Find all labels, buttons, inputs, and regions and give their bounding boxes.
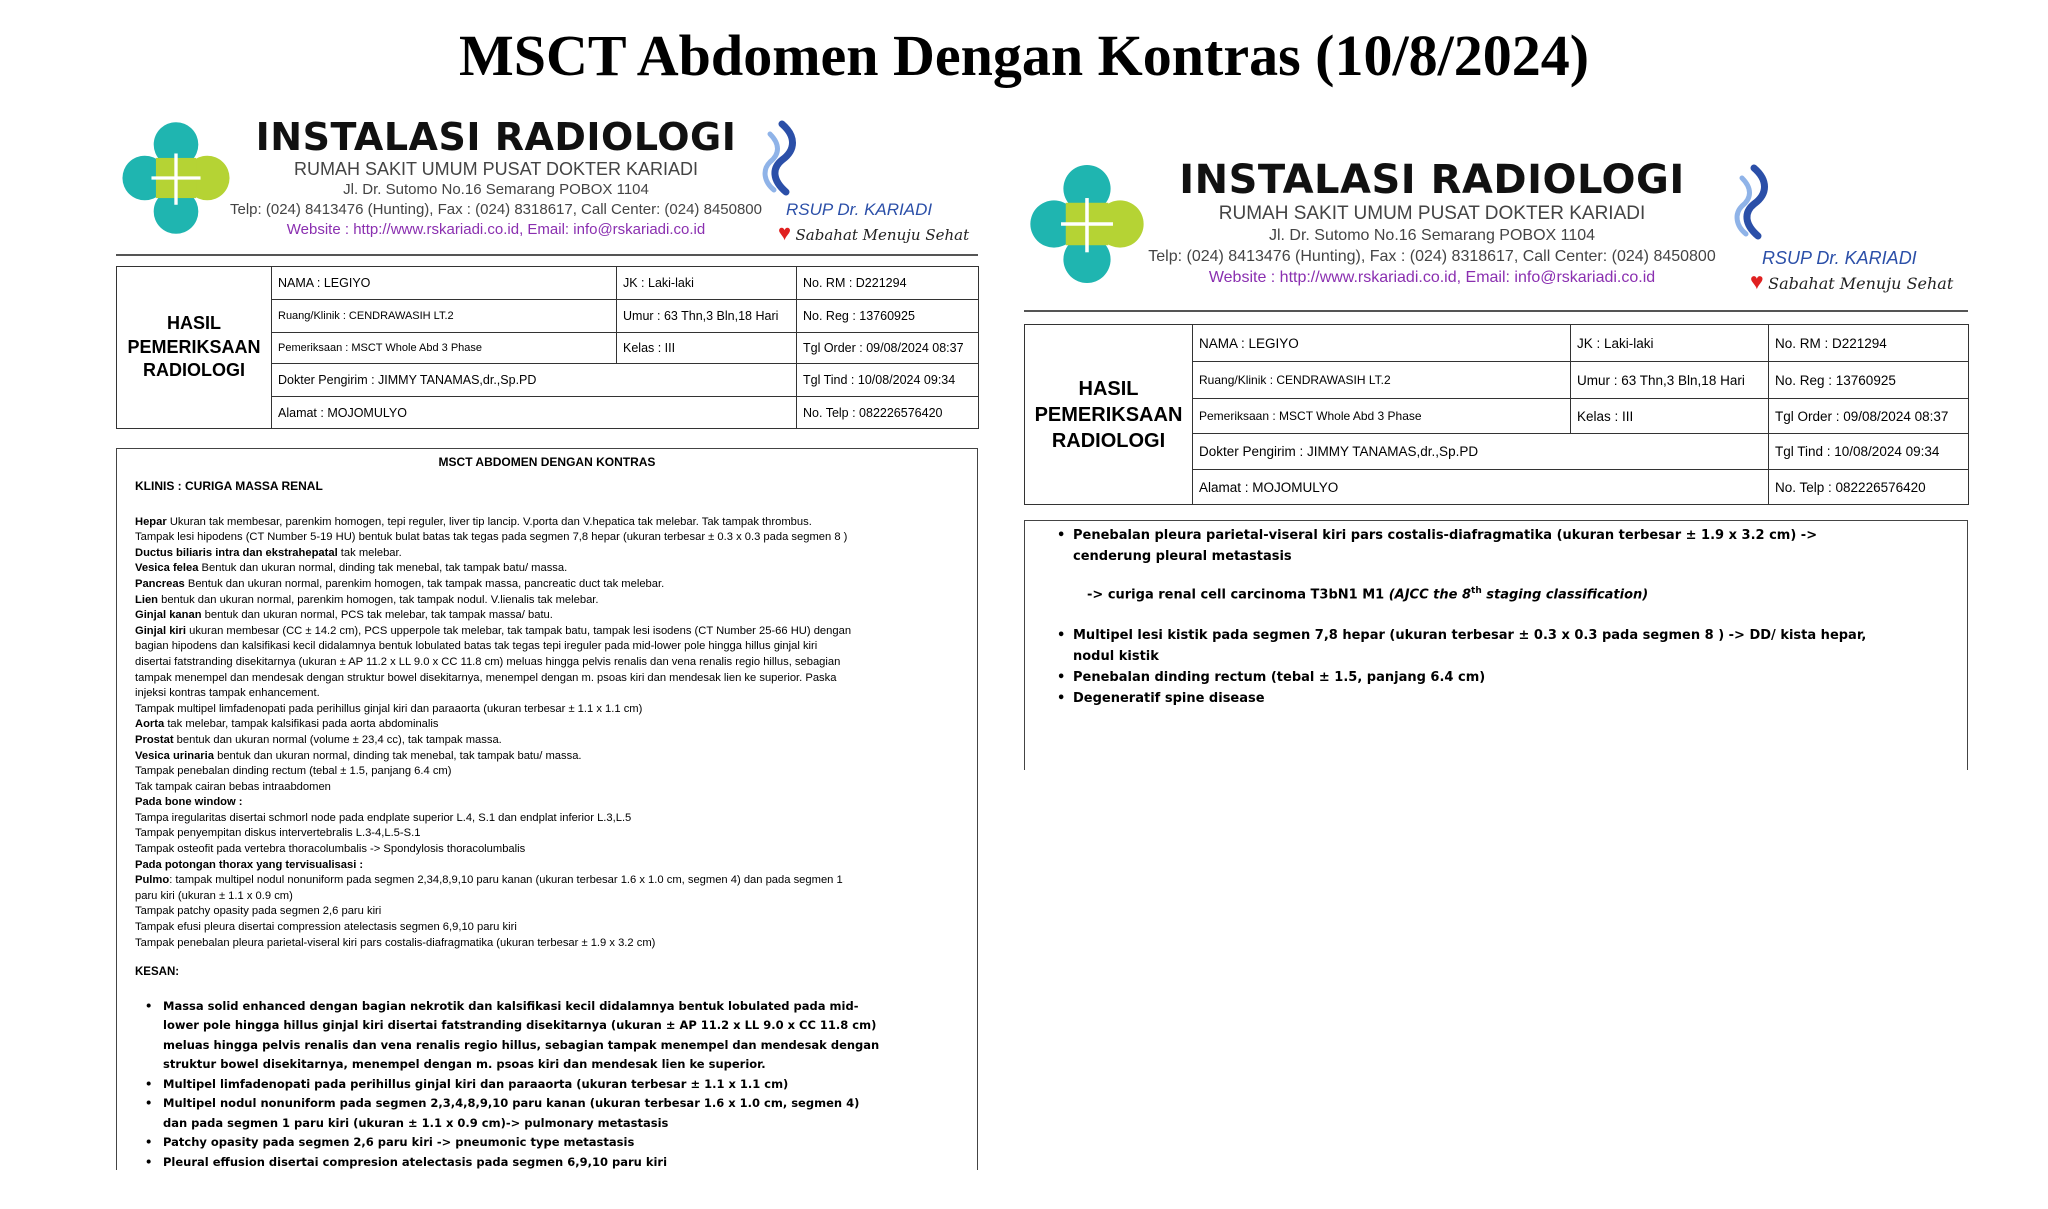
finding-text: tak melebar, tampak kalsifikasi pada aorta abdominalis xyxy=(164,718,439,731)
finding-line xyxy=(135,686,965,702)
conclusion-line: meluas hingga pelvis renalis dan vena renalis regio hillus, sebagian tampak menempel dan mendesak dengan xyxy=(163,1037,880,1052)
conclusion-item xyxy=(1051,688,1951,709)
patient-sex: JK : Laki-laki xyxy=(617,267,797,300)
finding-line xyxy=(135,671,965,687)
conclusion-item xyxy=(135,1153,965,1173)
conclusion-line: • Pleural effusion disertai compresion atelectasis pada segmen 6,9,10 paru kiri xyxy=(163,1154,668,1169)
finding-line xyxy=(135,546,965,562)
report-page-left xyxy=(116,110,986,1170)
examination: Pemeriksaan : MSCT Whole Abd 3 Phase xyxy=(272,333,617,364)
finding-line xyxy=(135,780,965,796)
class: Kelas : III xyxy=(1571,399,1769,434)
hospital-phone: Telp: (024) 8413476 (Hunting), Fax : (024) 8318617, Call Center: (024) 8450800 xyxy=(1148,248,1716,265)
page-title: MSCT Abdomen Dengan Kontras (10/8/2024) xyxy=(458,23,1590,88)
finding-text: Tak tampak cairan bebas intraabdomen xyxy=(135,780,331,793)
finding-label: Prostat xyxy=(135,733,174,746)
section-title: HASIL PEMERIKSAAN RADIOLOGI xyxy=(1025,325,1193,505)
phone-number: No. Telp : 082226576420 xyxy=(797,397,979,429)
hospital-website: Website : http://www.rskariadi.co.id, Email: info@rskariadi.co.id xyxy=(286,221,706,238)
conclusion-italic-a: (AJCC the 8 xyxy=(1388,587,1472,603)
report-page-right xyxy=(1024,152,1974,772)
finding-label: Pancreas xyxy=(135,577,185,590)
phone-number: No. Telp : 082226576420 xyxy=(1769,470,1969,505)
rsup-kariadi-logo-icon xyxy=(1724,162,1784,246)
finding-line xyxy=(135,936,965,952)
conclusion-prefix: -> curiga renal cell carcinoma T3bN1 M1 xyxy=(1087,587,1389,603)
conclusion-item xyxy=(135,997,965,1075)
action-date: Tgl Tind : 10/08/2024 09:34 xyxy=(1769,434,1969,470)
institution-title: INSTALASI RADIOLOGI xyxy=(255,115,737,159)
conclusion-item xyxy=(135,1075,965,1095)
finding-line xyxy=(135,639,965,655)
finding-text: disertai fatstranding disekitarnya (ukuran ± AP 11.2 x LL 9.0 x CC 11.8 cm) meluas hingga pelvis renalis dan vena renalis regio hillus, sebagian xyxy=(135,655,841,668)
finding-text: bentuk dan ukuran normal, parenkim homogen, tak tampak nodul. V.lienalis tak melebar. xyxy=(158,593,599,606)
finding-line xyxy=(135,577,965,593)
patient-info-table xyxy=(116,266,979,429)
hospital-address: Jl. Dr. Sutomo No.16 Semarang POBOX 1104 xyxy=(343,181,649,198)
heart-icon: ♥ xyxy=(778,220,792,245)
finding-line xyxy=(135,733,965,749)
conclusion-line: struktur bowel disekitarnya, menempel dengan m. psoas kiri dan mendesak lien ke superior. xyxy=(163,1057,766,1072)
finding-line xyxy=(135,858,965,874)
header-texts xyxy=(1142,158,1722,288)
finding-text: Tampak penyempitan diskus intervertebralis L.3-4,L.5-S.1 xyxy=(135,827,421,840)
address: Alamat : MOJOMULYO xyxy=(272,397,797,429)
finding-line xyxy=(135,702,965,718)
address: Alamat : MOJOMULYO xyxy=(1193,470,1769,505)
finding-line xyxy=(135,717,965,733)
conclusion-item xyxy=(1051,525,1951,567)
finding-label: Hepar xyxy=(135,515,167,528)
finding-label: Vesica felea xyxy=(135,562,199,575)
class: Kelas : III xyxy=(617,333,797,364)
rsup-kariadi-logo-icon xyxy=(752,120,812,200)
conclusion-item xyxy=(135,1133,965,1153)
conclusion-line: • Multipel lesi kistik pada segmen 7,8 hepar (ukuran terbesar ± 0.3 x 0.3 pada segmen 8 ) -> DD/ kista hepar, xyxy=(1073,628,1867,644)
conclusion-italic-b: staging classification) xyxy=(1481,587,1649,603)
finding-text: Bentuk dan ukuran normal, parenkim homogen, tak tampak massa, pancreatic duct tak melebar. xyxy=(184,577,665,590)
finding-line xyxy=(135,764,965,780)
hospital-address: Jl. Dr. Sutomo No.16 Semarang POBOX 1104 xyxy=(1268,227,1596,244)
finding-text: Tampa iregularitas disertai schmorl node pada endplate superior L.4, S.1 dan endplat inferior L.3,L.5 xyxy=(135,811,632,824)
finding-label: Ginjal kiri xyxy=(135,624,186,637)
conclusion-line: lower pole hingga hillus ginjal kiri disertai fatstranding disekitarnya (ukuran ± AP 11.2 x LL 9.0 x CC 11.8 cm) xyxy=(163,1018,877,1033)
finding-label: Pada bone window : xyxy=(135,796,243,809)
referring-doctor: Dokter Pengirim : JIMMY TANAMAS,dr.,Sp.PD xyxy=(272,364,797,397)
header-divider xyxy=(1024,310,1968,312)
finding-text: bentuk dan ukuran normal, dinding tak menebal, tak tampak batu/ massa. xyxy=(213,749,582,762)
order-date: Tgl Order : 09/08/2024 08:37 xyxy=(1769,399,1969,434)
report-box-left xyxy=(116,448,978,1170)
header-texts xyxy=(226,116,766,240)
finding-line xyxy=(135,561,965,577)
referring-doctor: Dokter Pengirim : JIMMY TANAMAS,dr.,Sp.PD xyxy=(1193,434,1769,470)
conclusion-label: KESAN: xyxy=(135,966,180,979)
patient-info-table xyxy=(1024,324,1969,505)
finding-label: Ductus biliaris intra dan ekstrahepatal xyxy=(135,546,338,559)
finding-label: Lien xyxy=(135,593,158,606)
conclusion-line: • Patchy opasity pada segmen 2,6 paru kiri -> pneumonic type metastasis xyxy=(163,1135,635,1150)
conclusion-list-right-a xyxy=(1051,525,1951,567)
finding-text: bagian hipodens dan kalsifikasi kecil didalamnya bentuk lobulated batas tak tegas tepi ireguler pada mid-lower pole hingga hillus ginjal kiri xyxy=(135,640,818,653)
finding-line xyxy=(135,904,965,920)
finding-text: ukuran membesar (CC ± 14.2 cm), PCS upperpole tak melebar, tak tampak batu, tampak lesi isodens (CT Number 25-66 HU) dengan xyxy=(185,624,852,637)
conclusion-list-left xyxy=(135,997,965,1173)
conclusion-item xyxy=(135,1094,965,1133)
finding-line xyxy=(135,655,965,671)
finding-text: Tampak efusi pleura disertai compression atelectasis segmen 6,9,10 paru kiri xyxy=(135,921,517,934)
finding-label: Aorta xyxy=(135,718,165,731)
ward: Ruang/Klinik : CENDRAWASIH LT.2 xyxy=(272,300,617,333)
ward: Ruang/Klinik : CENDRAWASIH LT.2 xyxy=(1193,362,1571,399)
patient-age: Umur : 63 Thn,3 Bln,18 Hari xyxy=(617,300,797,333)
kemenkes-logo-icon xyxy=(1028,162,1146,286)
conclusion-item xyxy=(1051,625,1951,667)
finding-line xyxy=(135,826,965,842)
finding-text: paru kiri (ukuran ± 1.1 x 0.9 cm) xyxy=(135,889,293,902)
order-date: Tgl Order : 09/08/2024 08:37 xyxy=(797,333,979,364)
conclusion-line: • Multipel limfadenopati pada perihillus ginjal kiri dan paraaorta (ukuran terbesar ± 1.1 x 1.1 cm) xyxy=(163,1076,789,1091)
finding-line xyxy=(135,889,965,905)
finding-line xyxy=(135,811,965,827)
finding-text: tak melebar. xyxy=(337,546,402,559)
clinical-info: KLINIS : CURIGA MASSA RENAL xyxy=(135,479,323,493)
finding-line xyxy=(135,795,965,811)
finding-text: injeksi kontras tampak enhancement. xyxy=(135,687,320,700)
finding-label: Ginjal kanan xyxy=(135,609,202,622)
brand-name: RSUP Dr. KARIADI xyxy=(786,200,933,219)
findings-list xyxy=(135,515,965,952)
finding-label: Pada potongan thorax yang tervisualisasi : xyxy=(135,858,364,871)
finding-text: Tampak patchy opasity pada segmen 2,6 paru kiri xyxy=(135,905,382,918)
medical-record-number: No. RM : D221294 xyxy=(797,267,979,300)
hospital-phone: Telp: (024) 8413476 (Hunting), Fax : (024) 8318617, Call Center: (024) 8450800 xyxy=(230,201,762,218)
conclusion-line: • Massa solid enhanced dengan bagian nekrotik dan kalsifikasi kecil didalamnya bentuk lobulated pada mid- xyxy=(163,998,859,1013)
patient-sex: JK : Laki-laki xyxy=(1571,325,1769,362)
finding-line xyxy=(135,593,965,609)
finding-label: Vesica urinaria xyxy=(135,749,214,762)
hospital-name: RUMAH SAKIT UMUM PUSAT DOKTER KARIADI xyxy=(293,159,699,179)
conclusion-line: • Penebalan pleura parietal-viseral kiri pars costalis-diafragmatika (ukuran terbesar ± 1.9 x 3.2 cm) -> xyxy=(1073,528,1818,543)
conclusion-line: dan pada segmen 1 paru kiri (ukuran ± 1.1 x 0.9 cm)-> pulmonary metastasis xyxy=(163,1115,669,1130)
finding-line xyxy=(135,842,965,858)
action-date: Tgl Tind : 10/08/2024 09:34 xyxy=(797,364,979,397)
report-box-right xyxy=(1024,520,1968,770)
heart-icon: ♥ xyxy=(1750,268,1764,294)
conclusion-line: • Degeneratif spine disease xyxy=(1073,691,1265,707)
finding-line xyxy=(135,624,965,640)
hospital-website: Website : http://www.rskariadi.co.id, Email: info@rskariadi.co.id xyxy=(1208,269,1656,286)
patient-name: NAMA : LEGIYO xyxy=(1193,325,1571,362)
finding-line xyxy=(135,515,965,531)
conclusion-line: • Penebalan dinding rectum (tebal ± 1.5, panjang 6.4 cm) xyxy=(1073,670,1486,686)
brand-tagline: Sabahat Menuju Sehat xyxy=(795,226,970,244)
finding-text: Tampak penebalan dinding rectum (tebal ± 1.5, panjang 6.4 cm) xyxy=(135,765,452,778)
finding-text: Tampak penebalan pleura parietal-viseral kiri pars costalis-diafragmatika (ukuran terbesar ± 1.9 x 3.2 cm) xyxy=(135,936,656,949)
finding-text: Bentuk dan ukuran normal, dinding tak menebal, tak tampak batu/ massa. xyxy=(198,562,568,575)
conclusion-line: cenderung pleural metastasis xyxy=(1073,549,1292,564)
report-title: MSCT ABDOMEN DENGAN KONTRAS xyxy=(438,455,656,469)
header-divider xyxy=(116,254,978,256)
registration-number: No. Reg : 13760925 xyxy=(797,300,979,333)
conclusion-line: nodul kistik xyxy=(1073,649,1159,665)
finding-text: Tampak multipel limfadenopati pada perihillus ginjal kiri dan paraaorta (ukuran terbesar ± 1.1 x 1.1 cm) xyxy=(135,702,643,715)
finding-text: bentuk dan ukuran normal (volume ± 23,4 cc), tak tampak massa. xyxy=(173,733,502,746)
finding-label: Pulmo xyxy=(135,874,170,887)
conclusion-line: • Multipel nodul nonuniform pada segmen 2,3,4,8,9,10 paru kanan (ukuran terbesar 1.6 x 1.0 cm, segmen 4) xyxy=(163,1096,860,1111)
medical-record-number: No. RM : D221294 xyxy=(1769,325,1969,362)
finding-line xyxy=(135,873,965,889)
institution-title: INSTALASI RADIOLOGI xyxy=(1179,157,1685,203)
finding-line xyxy=(135,749,965,765)
hospital-name: RUMAH SAKIT UMUM PUSAT DOKTER KARIADI xyxy=(1218,203,1646,224)
examination: Pemeriksaan : MSCT Whole Abd 3 Phase xyxy=(1193,399,1571,434)
finding-text: Tampak lesi hipodens (CT Number 5-19 HU) bentuk bulat batas tak tegas pada segmen 7,8 hepar (ukuran terbesar ± 0.3 x 0.3 pada segmen 8 ) xyxy=(135,531,848,544)
finding-text: tampak menempel dan mendesak dengan struktur bowel disekitarnya, menempel dengan m. psoas kiri dan mendesak lien ke superior. Paska xyxy=(135,671,837,684)
finding-text: Tampak osteofit pada vertebra thoracolumbalis -> Spondylosis thoracolumbalis xyxy=(135,843,526,856)
finding-line xyxy=(135,530,965,546)
section-title: HASIL PEMERIKSAAN RADIOLOGI xyxy=(117,267,272,429)
brand-name: RSUP Dr. KARIADI xyxy=(1762,248,1917,268)
conclusion-staging xyxy=(1087,581,1951,605)
finding-text: bentuk dan ukuran normal, PCS tak melebar, tak tampak massa/ batu. xyxy=(201,609,553,622)
finding-line xyxy=(135,920,965,936)
patient-name: NAMA : LEGIYO xyxy=(272,267,617,300)
registration-number: No. Reg : 13760925 xyxy=(1769,362,1969,399)
kemenkes-logo-icon xyxy=(120,120,232,236)
finding-line xyxy=(135,608,965,624)
finding-text: : tampak multipel nodul nonuniform pada segmen 2,34,8,9,10 paru kanan (ukuran terbesar 1.6 x 1.0 cm, segmen 4) dan pada segmen 1 xyxy=(169,874,843,887)
conclusion-list-right-b xyxy=(1051,625,1951,709)
conclusion-sup: th xyxy=(1471,586,1482,596)
brand-tagline: Sabahat Menuju Sehat xyxy=(1768,274,1954,293)
finding-text: Ukuran tak membesar, parenkim homogen, tepi reguler, liver tip lancip. V.porta dan V.hepatica tak melebar. Tak tampak thrombus. xyxy=(166,515,812,528)
conclusion-item xyxy=(1051,667,1951,688)
patient-age: Umur : 63 Thn,3 Bln,18 Hari xyxy=(1571,362,1769,399)
